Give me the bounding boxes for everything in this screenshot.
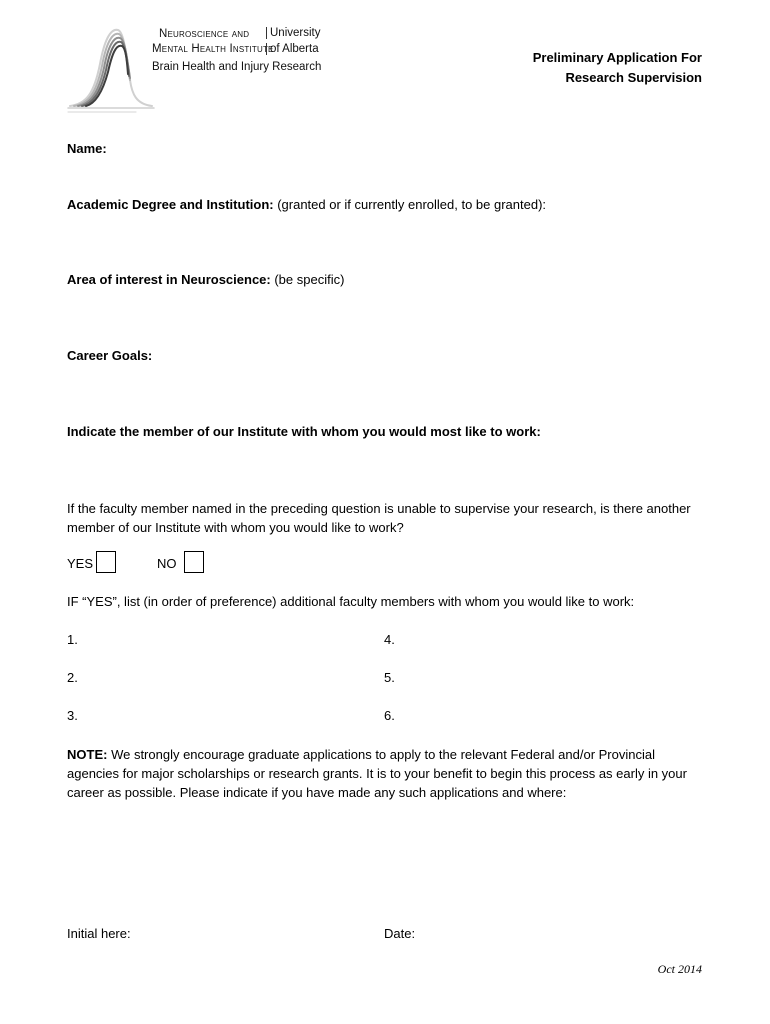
additional-members-instruction: IF “YES”, list (in order of preference) additional faculty members with whom you would like to work:	[67, 594, 635, 609]
interest-label: Area of interest in Neuroscience:	[67, 272, 271, 287]
logo-line1-right: University	[266, 27, 320, 39]
institute-logo	[66, 24, 322, 114]
yes-checkbox[interactable]	[96, 551, 116, 573]
logo-line2-right: of Alberta	[266, 43, 319, 55]
interest-question	[67, 272, 344, 287]
no-label: NO	[157, 556, 177, 571]
logo-line1-left: Neuroscience and	[159, 28, 250, 40]
logo-line2-left: Mental Health Institute	[152, 43, 274, 55]
initial-label: Initial here:	[67, 926, 131, 941]
preferred-member-label: Indicate the member of our Institute with whom you would most like to work:	[67, 424, 541, 439]
list-item-number: 2.	[67, 670, 78, 685]
name-label: Name:	[67, 141, 107, 156]
revision-date: Oct 2014	[657, 962, 702, 976]
date-label: Date:	[384, 926, 416, 941]
interest-hint: (be specific)	[270, 272, 345, 287]
list-item-number: 4.	[384, 632, 395, 647]
list-item-number: 1.	[67, 632, 78, 647]
title-line-1: Preliminary Application For	[532, 50, 702, 65]
yes-label: YES	[67, 556, 94, 571]
title-line-2: Research Supervision	[565, 70, 702, 85]
note-text: We strongly encourage graduate applications to apply to the relevant Federal and/or Provincial agencies for major scholarships or research grants. It is to your benefit to begin this process as early in your career as possible. Please indicate if you have made any such applications and where:	[67, 747, 687, 800]
logo-line3: Brain Health and Injury Research	[152, 61, 322, 73]
document-title	[533, 48, 702, 88]
brain-wave-logo-icon	[66, 24, 156, 114]
list-item-number: 6.	[384, 708, 395, 723]
list-item-number: 3.	[67, 708, 78, 723]
career-goals-label: Career Goals:	[67, 348, 153, 363]
list-item-number: 5.	[384, 670, 395, 685]
degree-label: Academic Degree and Institution:	[67, 197, 274, 212]
degree-hint: (granted or if currently enrolled, to be granted):	[273, 197, 547, 212]
note-label: NOTE:	[67, 747, 108, 762]
no-checkbox[interactable]	[184, 551, 204, 573]
degree-question	[67, 197, 546, 212]
note-paragraph	[67, 745, 707, 802]
alternate-member-question: If the faculty member named in the preceding question is unable to supervise your research, is there another member of our Institute with whom you would like to work?	[67, 501, 691, 535]
